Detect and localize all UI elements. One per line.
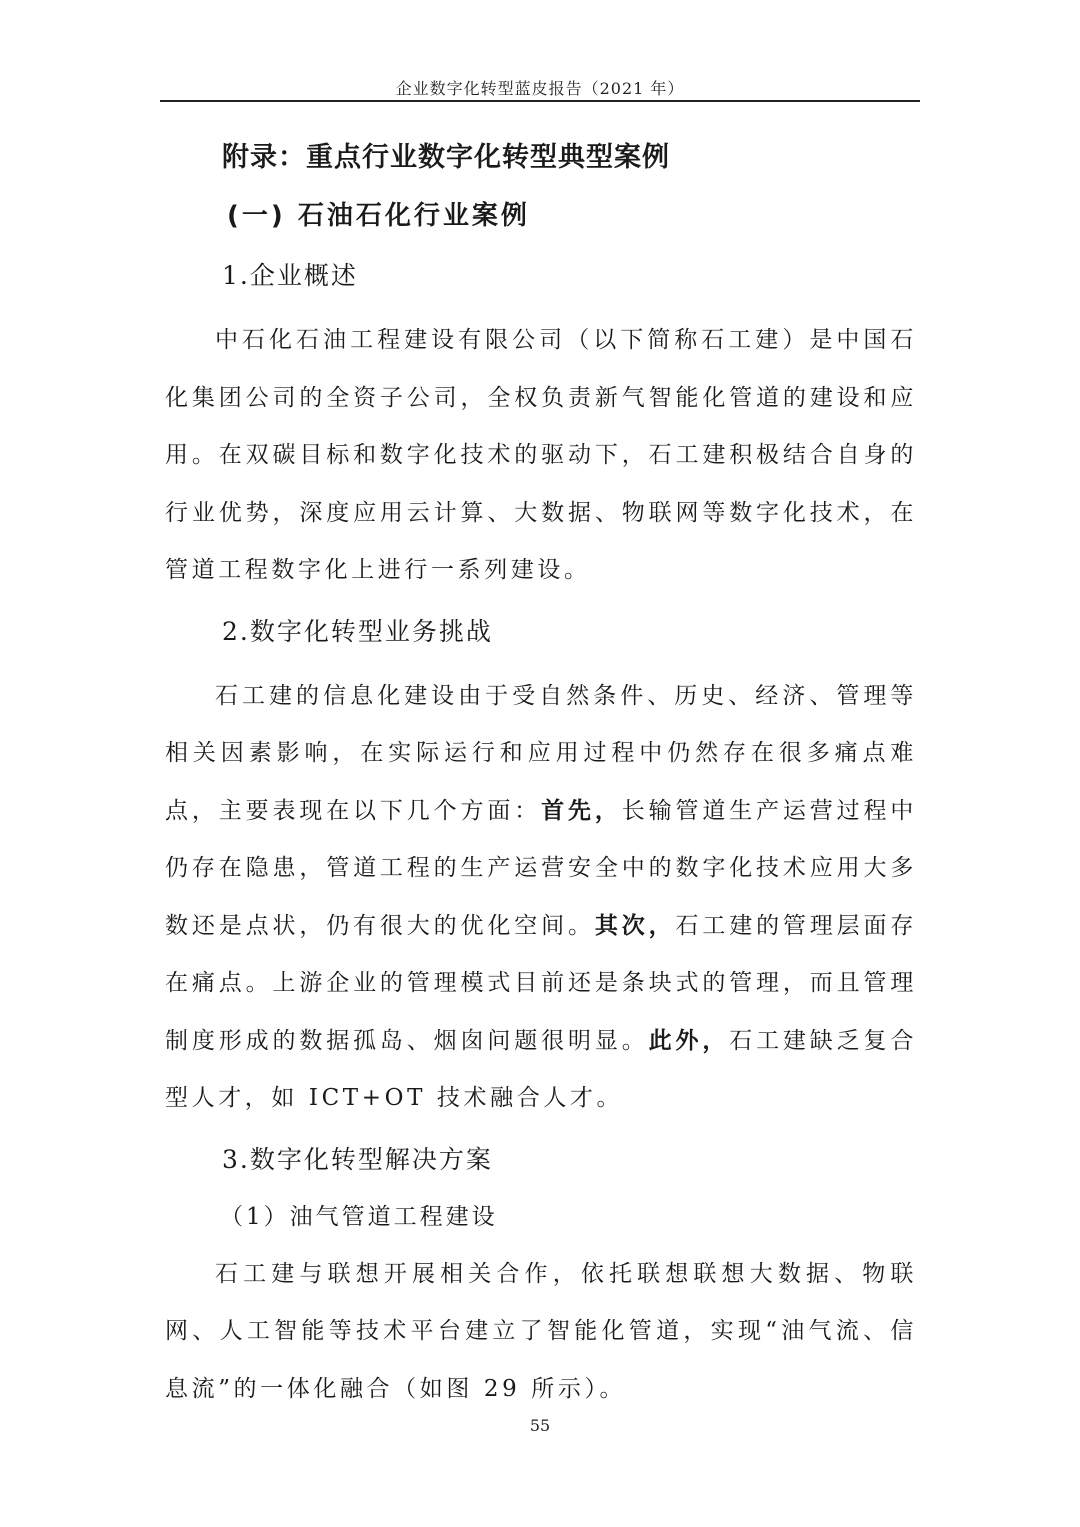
section-title: (一) 石油石化行业案例 [227, 201, 530, 231]
challenges-point-3: 石工建缺乏复合型人才，如 ICT+OT 技术融合人才。 [165, 1027, 917, 1111]
header-rule [160, 100, 920, 102]
page-content [165, 134, 917, 1418]
page-number: 55 [529, 1416, 551, 1435]
subsection-heading-solutions: 3.数字化转型解决方案 [222, 1144, 493, 1174]
subsection-heading-overview: 1.企业概述 [222, 261, 358, 290]
running-header: 企业数字化转型蓝皮报告（2021 年） [395, 79, 685, 98]
item-heading-pipeline: （1）油气管道工程建设 [220, 1203, 498, 1230]
challenges-point-2: 石工建的管理层面存在痛点。上游企业的管理模式目前还是条块式的管理，而且管理制度形成的数据孤岛、烟囱问题很明显。 [165, 912, 917, 1054]
emphasis-moreover: 此外， [648, 1027, 730, 1054]
challenges-intro: 石工建的信息化建设由于受自然条件、历史、经济、管理等相关因素影响，在实际运行和应用过程中仍然存在很多痛点难点，主要表现在以下几个方面： [165, 682, 917, 824]
appendix-title: 附录：重点行业数字化转型典型案例 [222, 142, 670, 173]
emphasis-second: 其次， [594, 912, 676, 939]
paragraph-overview: 中石化石油工程建设有限公司（以下简称石工建）是中国石化集团公司的全资子公司，全权负责新气智能化管道的建设和应用。在双碳目标和数字化技术的驱动下，石工建积极结合自身的行业优势，深度应用云计算、大数据、物联网等数字化技术，在管道工程数字化上进行一系列建设。 [165, 327, 917, 583]
challenges-point-1: 长输管道生产运营过程中仍存在隐患，管道工程的生产运营安全中的数字化技术应用大多数还是点状，仍有很大的优化空间。 [165, 797, 917, 939]
subsection-heading-challenges: 2.数字化转型业务挑战 [222, 616, 493, 646]
paragraph-challenges [165, 668, 917, 1128]
paragraph-solutions: 石工建与联想开展相关合作，依托联想联想大数据、物联网、人工智能等技术平台建立了智能化管道，实现“油气流、信息流”的一体化融合（如图 29 所示）。 [165, 1260, 917, 1402]
emphasis-first: 首先， [541, 797, 622, 824]
